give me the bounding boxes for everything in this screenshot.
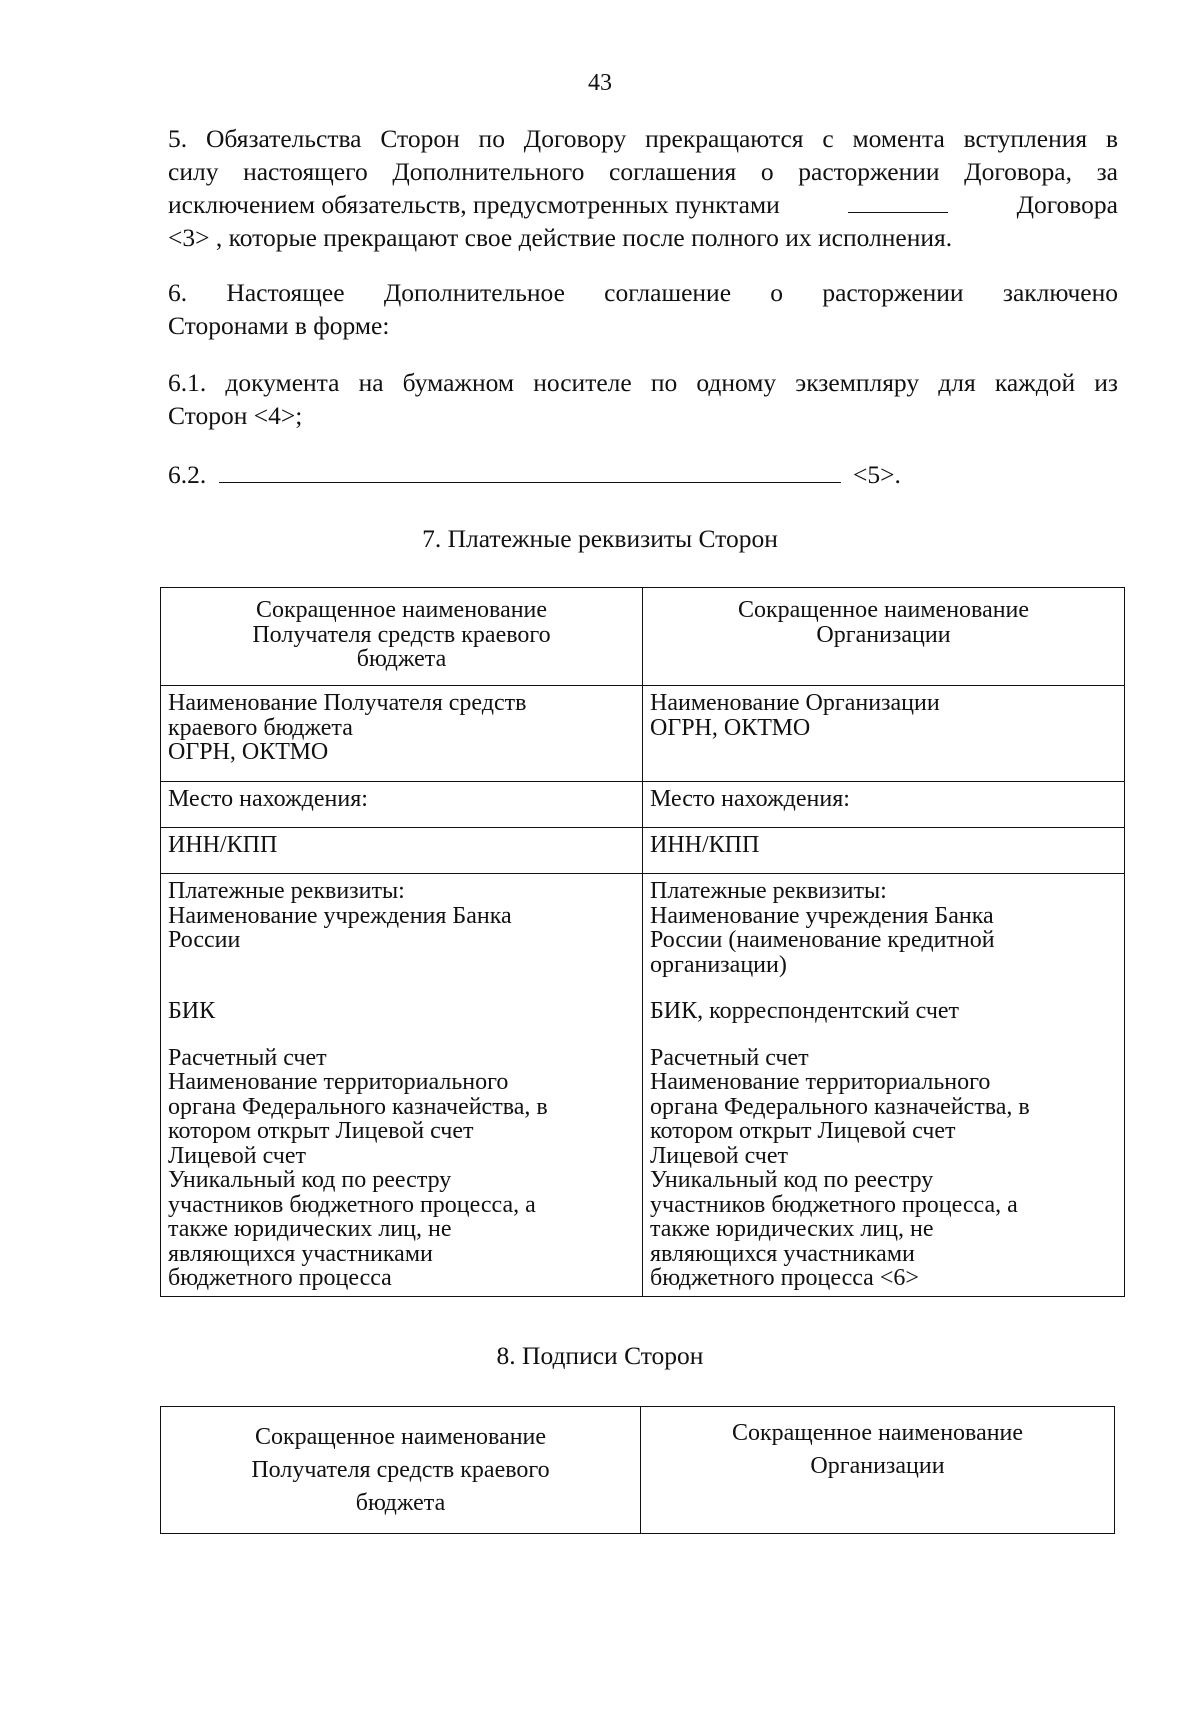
cell-line: Наименование территориального (650, 1069, 991, 1095)
payment-details-table (160, 587, 1125, 1297)
cell-line: Лицевой счет (650, 1142, 789, 1169)
cell-line: Организации (816, 621, 951, 648)
cell-recipient-payment (161, 874, 643, 1297)
paragraph-6-line-2: Сторонами в форме: (168, 311, 390, 340)
cell-line: бюджетного процесса <6> (650, 1265, 919, 1291)
cell-line: ОГРН, ОКТМО (650, 714, 811, 741)
paragraph-5-line-1: 5. Обязательства Сторон по Договору прекращаются с момента вступления в (168, 124, 1118, 153)
table-row (161, 874, 1125, 1297)
payment-block-bik (168, 999, 635, 1024)
header-cell-organization (643, 588, 1125, 686)
cell-line: Уникальный код по реестру (650, 1167, 934, 1193)
blank-form-field (219, 460, 841, 483)
cell-line: Расчетный счет (650, 1044, 809, 1071)
table-row (161, 828, 1125, 874)
section-7-title: 7. Платежные реквизиты Сторон (422, 524, 778, 553)
cell-line: являющихся участниками (650, 1240, 915, 1267)
cell-line: Наименование учреждения Банка (650, 902, 994, 929)
paragraph-6-line-1: 6. Настоящее Дополнительное соглашение о расторжении заключено (168, 278, 1118, 307)
cell-line: Наименование территориального (168, 1069, 509, 1095)
cell-line: Организации (810, 1453, 945, 1479)
paragraph-6 (168, 276, 1118, 342)
paragraph-6-2-suffix: <5>. (853, 460, 901, 489)
cell-line: Сокращенное наименование (731, 1420, 1024, 1446)
paragraph-5-line-3 (168, 188, 1118, 221)
cell-line: Наименование учреждения Банка (168, 902, 512, 929)
cell-organization-location: Место нахождения: (643, 782, 1125, 828)
paragraph-6-1 (168, 366, 1118, 432)
cell-line: Получателя средств краевого (251, 1457, 550, 1483)
cell-recipient-location: Место нахождения: (161, 782, 643, 828)
cell-line: Платежные реквизиты: (168, 878, 405, 904)
cell-organization-name (643, 686, 1125, 782)
section-8-title: 8. Подписи Сторон (496, 1341, 704, 1370)
payment-block-accounts (168, 1046, 635, 1291)
cell-recipient-name (161, 686, 643, 782)
cell-line: Лицевой счет (168, 1142, 307, 1169)
paragraph-6-1-line-1: 6.1. документа на бумажном носителе по одному экземпляру для каждой из (168, 368, 1118, 397)
paragraph-6-2-prefix: 6.2. (168, 460, 207, 489)
cell-line: бюджетного процесса (168, 1265, 392, 1291)
cell-line: являющихся участниками (168, 1240, 433, 1267)
paragraph-5 (168, 122, 1118, 254)
cell-line: бюджета (356, 646, 447, 672)
page-number: 43 (588, 70, 612, 96)
cell-line: также юридических лиц, не (168, 1216, 452, 1242)
cell-line: органа Федерального казначейства, в (168, 1093, 548, 1120)
table-row (161, 686, 1125, 782)
blank-clauses-field (848, 190, 948, 213)
paragraph-6-2-line (168, 458, 1118, 491)
paragraph-5-line-3-text: исключением обязательств, предусмотренных пунктами (168, 190, 780, 219)
payment-block-bank (650, 879, 1117, 977)
cell-line: Расчетный счет (168, 1044, 327, 1071)
cell-line: России (168, 927, 241, 953)
table-row (161, 782, 1125, 828)
payment-block-bik (650, 999, 1117, 1024)
cell-line: БИК, корреспондентский счет (650, 998, 960, 1024)
cell-line: организации) (650, 951, 787, 978)
header-cell-recipient (161, 588, 643, 686)
cell-line: ОГРН, ОКТМО (168, 739, 329, 765)
cell-line: Платежные реквизиты: (650, 878, 887, 904)
signatures-table (160, 1406, 1115, 1534)
payment-block-bank (168, 879, 635, 977)
cell-line: краевого бюджета (168, 714, 353, 741)
paragraph-5-line-2: силу настоящего Дополнительного соглашения о расторжении Договора, за (168, 157, 1118, 186)
cell-line: котором открыт Лицевой счет (168, 1118, 474, 1144)
cell-line: также юридических лиц, не (650, 1216, 934, 1242)
cell-line: Наименование Получателя средств (168, 690, 527, 716)
paragraph-5-line-3-end: Договора (1016, 190, 1118, 219)
paragraph-6-2 (168, 458, 1118, 491)
table-header-row (161, 588, 1125, 686)
payment-block-accounts (650, 1046, 1117, 1291)
cell-line: России (наименование кредитной (650, 927, 995, 953)
cell-line: Сокращенное наименование (255, 597, 548, 623)
signature-cell-recipient (161, 1407, 641, 1534)
cell-line: участников бюджетного процесса, а (168, 1191, 536, 1218)
cell-line: Получателя средств краевого (252, 621, 551, 648)
signature-cell-organization (641, 1407, 1115, 1534)
cell-line: органа Федерального казначейства, в (650, 1093, 1030, 1120)
paragraph-6-1-line-2: Сторон <4>; (168, 401, 303, 430)
table-row (161, 1407, 1115, 1534)
cell-line: Наименование Организации (650, 690, 940, 716)
paragraph-5-line-4: <3> , которые прекращают свое действие после полного их исполнения. (168, 223, 953, 252)
cell-line: участников бюджетного процесса, а (650, 1191, 1018, 1218)
cell-line: Уникальный код по реестру (168, 1167, 452, 1193)
cell-line: Сокращенное наименование (737, 597, 1030, 623)
cell-line: котором открыт Лицевой счет (650, 1118, 956, 1144)
cell-recipient-inn: ИНН/КПП (161, 828, 643, 874)
cell-line: бюджета (355, 1490, 446, 1516)
cell-line: Сокращенное наименование (254, 1424, 547, 1450)
cell-organization-inn: ИНН/КПП (643, 828, 1125, 874)
cell-line: БИК (168, 998, 216, 1024)
cell-line-empty (168, 953, 635, 978)
cell-organization-payment (643, 874, 1125, 1297)
